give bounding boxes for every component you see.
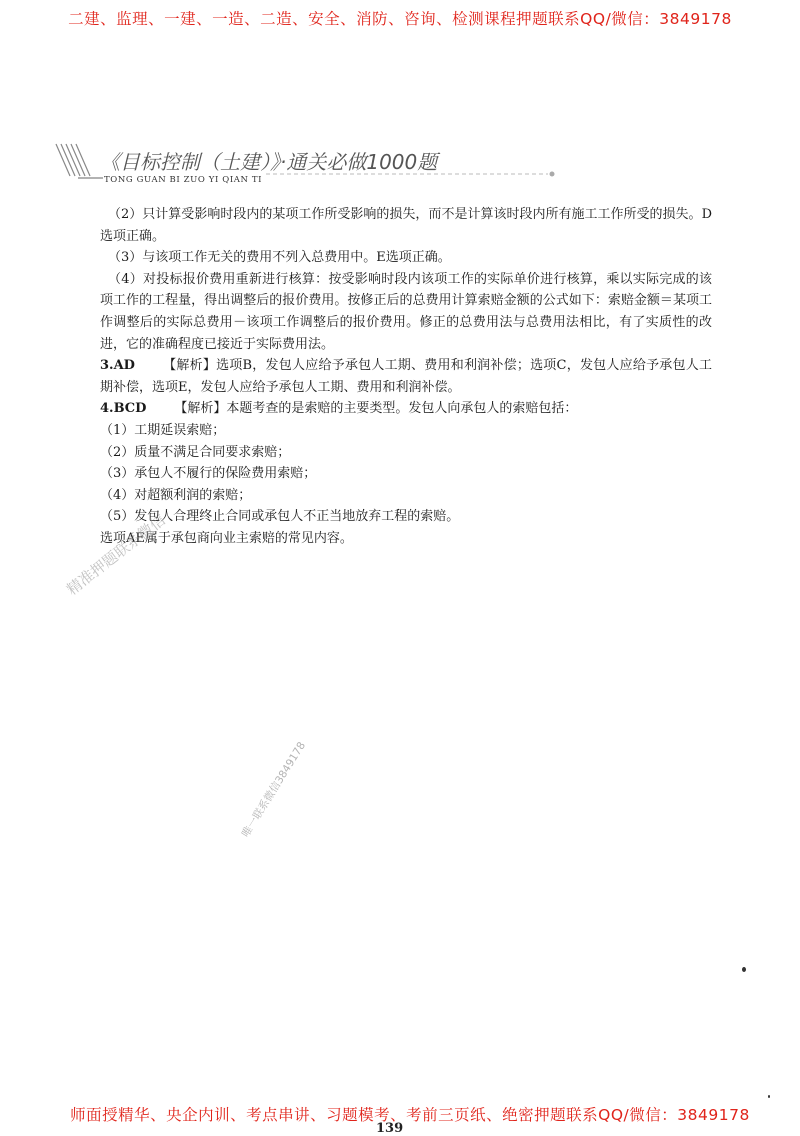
answer-3: [100, 355, 712, 398]
page-number: 139: [376, 1121, 404, 1136]
book-title: 《目标控制（土建）》·通关必做1000题: [100, 150, 438, 174]
bottom-promo-banner: 师面授精华、央企内训、考点串讲、习题模考、考前三页纸、绝密押题联系QQ/微信：3849178: [70, 1106, 750, 1124]
paragraph: （3）与该项工作无关的费用不列入总费用中。E选项正确。: [108, 250, 451, 266]
watermark-center: 唯一联系微信3849178: [239, 739, 309, 840]
paragraph: （2）只计算受影响时段内的某项工作所受影响的损失，而不是计算该时段内所有施工工作所受的损失。D选项正确。: [100, 207, 712, 244]
answer-4: [100, 398, 712, 420]
list-item: （3）承包人不履行的保险费用索赔；: [100, 466, 317, 482]
scan-speck: [768, 1095, 770, 1098]
answer-label: 4.BCD: [100, 401, 147, 417]
list-item: （4）对超额利润的索赔；: [100, 487, 252, 503]
top-promo-banner: 二建、监理、一建、一造、二造、安全、消防、咨询、检测课程押题联系QQ/微信：3849178: [68, 10, 732, 28]
answer-explanation: 【解析】选项B，发包人应给予承包人工期、费用和利润补偿；选项C，发包人应给予承包人工期补偿，选项E，发包人应给予承包人工期、费用和利润补偿。: [100, 358, 712, 395]
closing-note: 选项AE属于承包商向业主索赔的常见内容。: [100, 530, 353, 546]
book-subtitle: TONG GUAN BI ZUO YI QIAN TI: [104, 175, 263, 185]
watermark-left: 精准押题联系微信: [63, 510, 169, 599]
answer-content: [100, 204, 712, 550]
list-item: （1）工期延误索赔；: [100, 422, 226, 438]
paragraph: （4）对投标报价费用重新进行核算：按受影响时段内该项工作的实际单价进行核算，乘以实际完成的该项工作的工程量，得出调整后的报价费用。按修正后的总费用计算索赔金额的公式如下：索赔金额＝某项工作调整后的实际总费用－该项工作调整后的报价费用。修正的总费用法与总费用法相比，有了实质性的改进，它的准确程度已接近于实际费用法。: [100, 271, 712, 352]
answer-label: 3.AD: [100, 358, 135, 374]
list-item: （5）发包人合理终止合同或承包人不正当地放弃工程的索赔。: [100, 509, 460, 525]
scan-speck: [742, 967, 746, 972]
list-item: （2）质量不满足合同要求索赔；: [100, 444, 291, 460]
answer-explanation: 【解析】本题考查的是索赔的主要类型。发包人向承包人的索赔包括：: [174, 401, 578, 417]
